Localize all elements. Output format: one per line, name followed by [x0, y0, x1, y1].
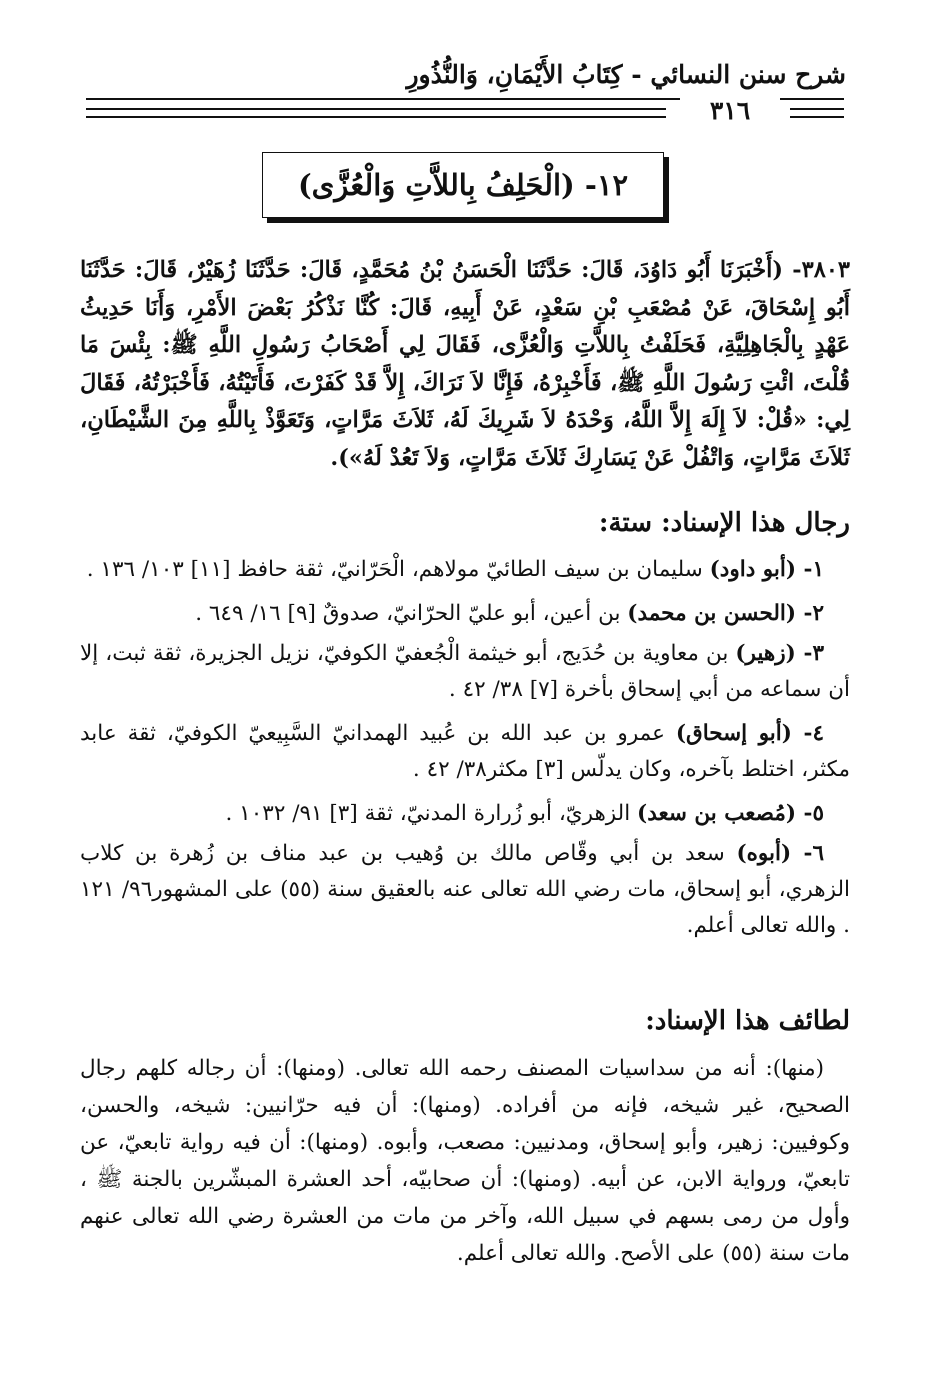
narrator-details: بن أعين، أبو عليّ الحرّانيّ، صدوقٌ [٩] ١٦/ ٦٤٩ .: [195, 601, 628, 626]
narrator-entry: [80, 836, 850, 944]
chapter-title: ١٢- (الْحَلِفُ بِاللاَّتِ وَالْعُزَّى): [297, 168, 629, 202]
narrator-details: الزهريّ، أبو زُرارة المدنيّ، ثقة [٣] ٩١/ ١٠٣٢ .: [225, 801, 638, 826]
narrator-name: ٤- (أبو إسحاق): [675, 721, 824, 746]
running-header-title: شرح سنن النسائي - كِتَابُ الأَيْمَانِ، وَالنُّذُورِ: [406, 60, 846, 89]
header-rule-double-left: [86, 108, 666, 118]
narrator-name: ٣- (زهير): [735, 641, 824, 666]
narrator-name: ٦- (أبوه): [736, 841, 824, 866]
page-number: ٣١٦: [680, 96, 780, 125]
hadith-text: ٣٨٠٣- (أَخْبَرَنَا أَبُو دَاوُدَ، قَالَ: حَدَّثَنَا الْحَسَنُ بْنُ مُحَمَّدٍ، قَالَ: حَدَّثَنَا زُهَيْرٌ، قَالَ: حَدَّثَنَا أَبُو إِسْحَاقَ، عَنْ مُصْعَبِ بْنِ سَعْدٍ، عَنْ أَبِيهِ، قَالَ: كُنَّا نَذْكُرُ بَعْضَ الأَمْرِ، وَأَنَا حَدِيثُ عَهْدٍ بِالْجَاهِلِيَّةِ، فَحَلَفْتُ بِاللاَّتِ وَالْعُزَّى، فَقَالَ لِي أَصْحَابُ رَسُولِ اللَّهِ ﷺ: بِئْسَ مَا قُلْتَ، ائْتِ رَسُولَ اللَّهِ ﷺ، فَأَخْبِرْهُ، فَإِنَّا لاَ نَرَاكَ، إِلاَّ قَدْ كَفَرْتَ، فَأَتَيْتُهُ، فَأَخْبَرْتُهُ، فَقَالَ لِي: «قُلْ: لاَ إِلَهَ إِلاَّ اللَّهُ، وَحْدَهُ لاَ شَرِيكَ لَهُ، ثَلاَثَ مَرَّاتٍ، وَتَعَوَّذْ بِاللَّهِ مِنَ الشَّيْطَانِ، ثَلاَثَ مَرَّاتٍ، وَاتْفُلْ عَنْ يَسَارِكَ ثَلاَثَ مَرَّاتٍ، وَلاَ تَعُدْ لَهُ»).: [80, 257, 850, 471]
narrator-entry: [80, 636, 850, 708]
subtleties-text: (منها): أنه من سداسيات المصنف رحمه الله تعالى. (ومنها): أن رجاله كلهم رجال الصحيح، غير شيخه، فإنه من أفراده. (ومنها): أن فيه حرّانيين: شيخه، والحسن، وكوفيين: زهير، وأبو إسحاق، ومدنيين: مصعب، وأبوه. (ومنها): أن فيه رواية تابعيّ، عن تابعيّ، ورواية الابن، عن أبيه. (ومنها): أن صحابيّه، أحد العشرة المبشّرين بالجنة ﷺ ، وأول من رمى بسهم في سبيل الله، وآخر من مات من العشرة رضي الله تعالى عنهم مات سنة (٥٥) على الأصح. والله تعالى أعلم.: [80, 1056, 850, 1266]
narrator-details: عمرو بن عبد الله بن عُبيد الهمدانيّ السَّبِيعيّ الكوفيّ، ثقة عابد مكثر، اختلط بآخره، وكان يدلّس [٣] مكثر٣٨/ ٤٢ .: [80, 721, 850, 782]
subtleties-heading: لطائف هذا الإسناد:: [645, 1006, 850, 1036]
narrator-entry: [80, 716, 850, 788]
narrator-name: ٥- (مُصعب بن سعد): [637, 801, 824, 826]
chapter-title-box: [262, 152, 664, 218]
narrator-details: سليمان بن سيف الطائيّ مولاهم، الْحَرّانيّ، ثقة حافظ [١١] ١٠٣/ ١٣٦ .: [86, 557, 710, 582]
narrator-name: ١- (أبو داود): [709, 557, 824, 582]
narrators-list: [80, 552, 850, 952]
header-rule-double-right: [790, 108, 844, 118]
narrator-details: سعد بن أبي وقّاص مالك بن وُهيب بن عبد مناف بن زُهرة بن كلاب الزهري، أبو إسحاق، مات رضي الله تعالى عنه بالعقيق سنة (٥٥) على المشهور٩٦/ ١٢١ . والله تعالى أعلم.: [80, 841, 850, 938]
narrator-name: ٢- (الحسن بن محمد): [627, 601, 824, 626]
narrator-details: بن معاوية بن حُدَيج، أبو خيثمة الْجُعفيّ الكوفيّ، نزيل الجزيرة، ثقة ثبت، إلا أن سماعه من أبي إسحاق بأخرة [٧] ٣٨/ ٤٢ .: [80, 641, 850, 702]
narrator-entry: [80, 796, 850, 832]
narrators-heading: رجال هذا الإسناد: ستة:: [598, 508, 850, 538]
narrator-entry: [80, 552, 850, 588]
narrator-entry: [80, 596, 850, 632]
